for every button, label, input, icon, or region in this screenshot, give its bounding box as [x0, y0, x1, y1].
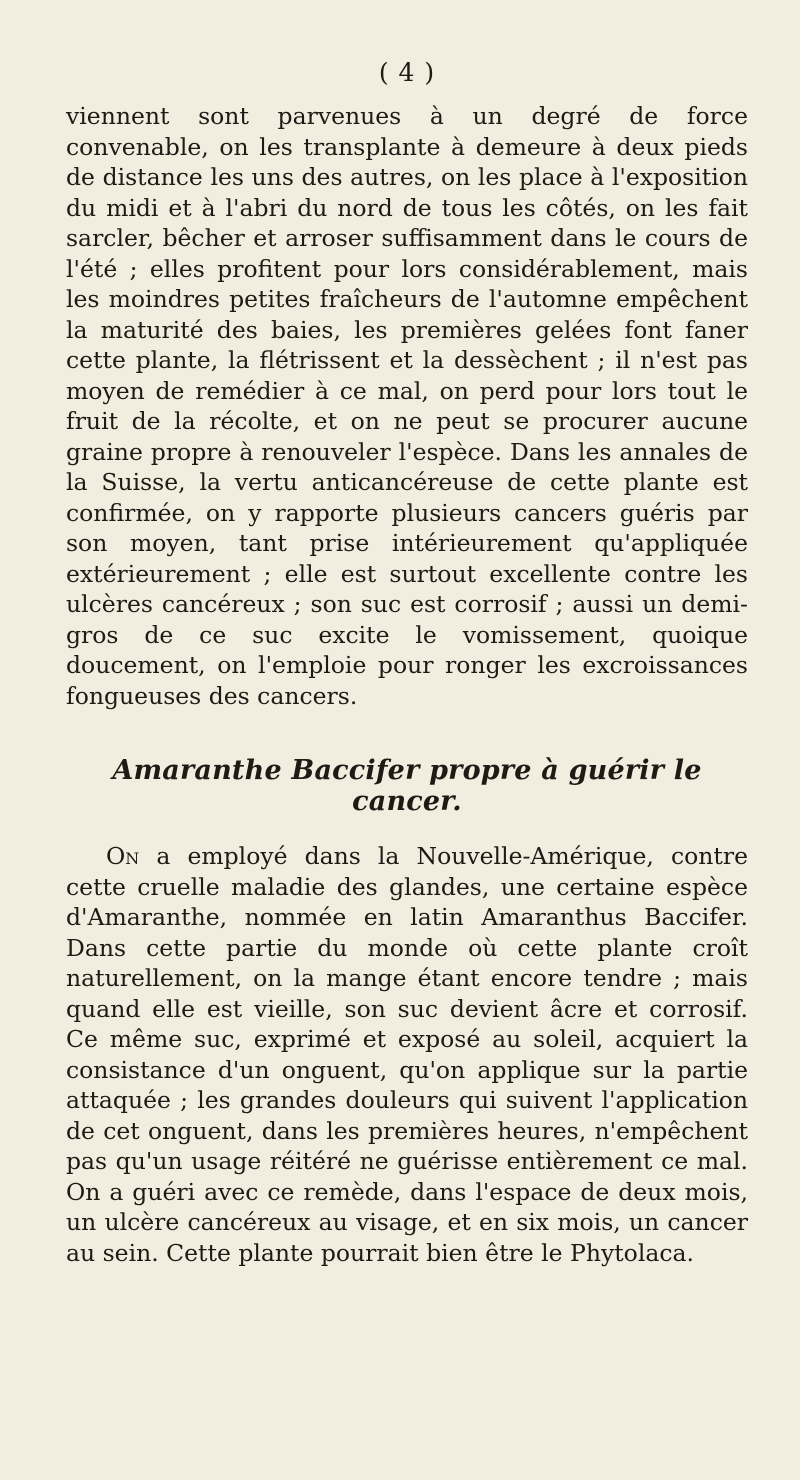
section-first-word: On [106, 842, 140, 870]
section-body-text: a employé dans la Nouvelle-Amérique, contre cette cruelle maladie des glandes, une certaine espèce d'Amaranthe, nommée en latin Amaranthus Baccifer. Dans cette partie du monde où cette plante croît naturellement, on la mange étant encore tendre ; mais quand elle est vieille, son suc devient âcre et corrosif. Ce même suc, exprimé et exposé au soleil, acquiert la consistance d'un onguent, qu'on applique sur la partie attaquée ; les grandes douleurs qui suivent l'application de cet onguent, dans les premières heures, n'empêchent pas qu'un usage réitéré ne guérisse entièrement ce mal. On a guéri avec ce remède, dans l'espace de deux mois, un ulcère cancéreux au visage, et en six mois, un cancer au sein. Cette plante pourrait bien être le Phytolaca. [66, 842, 748, 1267]
page-number: ( 4 ) [378, 58, 436, 87]
section-heading: Amaranthe Baccifer propre à guérir le cancer. [112, 755, 702, 817]
paragraph-cultivation: viennent sont parvenues à un degré de force convenable, on les transplante à demeure à deux pieds de distance les uns des autres, on les place à l'exposition du midi et à l'abri du nord de tous les côtés, on les fait sarcler, bêcher et arroser suffisamment dans le cours de l'été ; elles profitent pour lors considérablement, mais les moindres petites fraîcheurs de l'automne empêchent la maturité des baies, les premières gelées font faner cette plante, la flétrissent et la dessèchent ; il n'est pas moyen de remédier à ce mal, on perd pour lors tout le fruit de la récolte, et on ne peut se procurer aucune graine propre à renouveler l'espèce. Dans les annales de la Suisse, la vertu anticancéreuse de cette plante est confirmée, on y rapporte plusieurs cancers guéris par son moyen, tant prise intérieurement qu'appliquée extérieurement ; elle est surtout excellente contre les ulcères cancéreux ; son suc est corrosif ; aussi un demi-gros de ce suc excite le vomissement, quoique doucement, on l'emploie pour ronger les excroissances fongueuses des cancers. [66, 102, 748, 710]
paragraph-amaranthe [66, 841, 748, 1268]
